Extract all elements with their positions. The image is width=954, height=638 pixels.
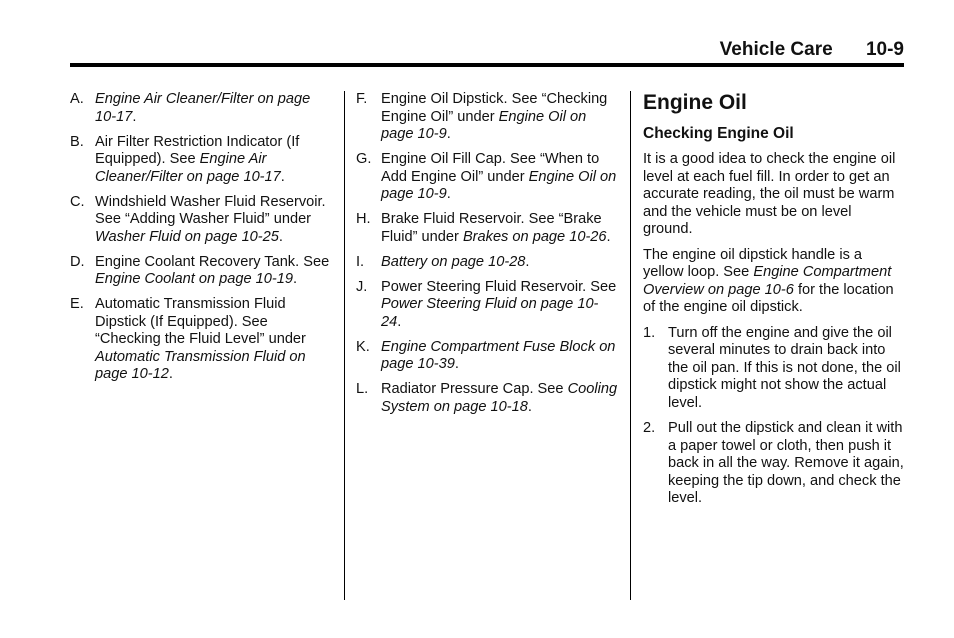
list-item-text: Radiator Pressure Cap. See: [381, 381, 568, 397]
list-item-body: [95, 134, 332, 187]
list-item-reference: Engine Coolant on page 10-19: [95, 271, 293, 287]
list-item-text: .: [168, 366, 173, 382]
list-item-reference: Washer Fluid on page 10-25: [95, 228, 279, 245]
list-item-body: [381, 339, 618, 374]
list-item: [70, 134, 332, 187]
list-item-text: .: [606, 228, 611, 245]
list-item: [356, 91, 618, 144]
list-item-letter: A.: [70, 91, 84, 107]
list-item-reference: Engine Oil on page 10-9: [381, 108, 587, 142]
list-item-letter: H.: [356, 211, 371, 227]
list-item-letter: G.: [356, 151, 372, 167]
middle-column: [356, 91, 618, 424]
section-title: Engine Oil: [643, 91, 747, 114]
list-item-text: Engine Coolant Recovery Tank. See: [95, 253, 330, 270]
list-item: [70, 254, 332, 289]
step-number: 2.: [643, 420, 656, 436]
list-item-text: Windshield Washer Fluid Reservoir. See “Adding Washer Fluid” under: [95, 193, 326, 227]
list-item: [70, 296, 332, 384]
left-column: [70, 91, 332, 391]
list-item-text: Power Steering Fluid Reservoir. See: [381, 278, 617, 295]
list-item-reference: Engine Air Cleaner/Filter on page 10-17: [95, 151, 281, 185]
list-item-text: Engine Oil Fill Cap. See “When to Add Engine Oil” under: [381, 151, 600, 185]
list-item-body: [381, 211, 618, 246]
step-number: 1.: [643, 324, 656, 341]
list-item-body: [381, 91, 618, 144]
paragraph-text: The engine oil dipstick handle is a yellow loop. See: [643, 246, 863, 280]
header-rule: [70, 63, 904, 67]
paragraphs: [643, 151, 905, 317]
list-item-text: .: [527, 398, 532, 415]
list-item-text: .: [525, 253, 530, 270]
list-item-letter: B.: [70, 133, 84, 150]
paragraph: [643, 247, 905, 317]
list-item-body: [381, 279, 618, 332]
list-item-reference: Automatic Transmission Fluid on page 10-12: [95, 348, 306, 382]
list-item-text: Air Filter Restriction Indicator (If Equipped). See: [95, 133, 300, 167]
list-item: [356, 254, 618, 272]
numbered-step: [643, 325, 905, 413]
list-item-letter: K.: [356, 338, 370, 355]
right-column: [643, 91, 905, 516]
numbered-step: [643, 420, 905, 508]
column-divider-left: [344, 91, 345, 600]
list-item-text: .: [278, 228, 283, 245]
list-item-text: Brake Fluid Reservoir. See “Brake Fluid” under: [381, 211, 602, 245]
list-item: [356, 211, 618, 246]
column-divider-right: [630, 91, 631, 600]
section-header-title: Vehicle Care: [719, 39, 833, 60]
list-item-letter: C.: [70, 193, 85, 210]
list-item: [356, 339, 618, 374]
list-item-reference: Battery on page 10-28: [381, 253, 526, 270]
subsection-title: Checking Engine Oil: [643, 125, 794, 142]
list-item-letter: D.: [70, 253, 85, 270]
paragraph-text: It is a good idea to check the engine oil level at each fuel fill. In order to get an accurate reading, the oil must be warm and the vehicle must be on level ground.: [643, 151, 896, 237]
list-item-body: [381, 151, 618, 204]
step-text: Pull out the dipstick and clean it with a paper towel or cloth, then push it back in all the way. Remove it again, keeping the tip down, and check the level.: [668, 420, 904, 506]
list-item: [70, 91, 332, 126]
paragraph-reference: Engine Compartment Overview on page 10-6: [643, 264, 892, 298]
list-item-reference: Engine Oil on page 10-9: [381, 168, 617, 202]
list-item-reference: Cooling System on page 10-18: [381, 381, 618, 415]
list-item-text: Automatic Transmission Fluid Dipstick (If Equipped). See “Checking the Fluid Level” under: [95, 296, 306, 347]
list-item-text: .: [293, 271, 298, 287]
paragraph-text: for the location of the engine oil dipstick.: [643, 281, 894, 315]
paragraph: [643, 151, 905, 239]
list-item-body: [95, 296, 332, 384]
list-item-text: .: [446, 126, 451, 142]
list-item-reference: Power Steering Fluid on page 10-24: [381, 296, 599, 330]
list-item-letter: J.: [356, 278, 368, 295]
numbered-steps: [643, 325, 905, 508]
list-item: [356, 381, 618, 416]
step-text: Turn off the engine and give the oil several minutes to drain back into the oil pan. If this is not done, the oil dipstick might not show the actual level.: [668, 324, 901, 411]
list-item-body: [95, 254, 332, 289]
list-item-reference: Engine Compartment Fuse Block on page 10-39: [381, 338, 616, 372]
page-header: [70, 38, 904, 62]
list-item-text: Engine Oil Dipstick. See “Checking Engine Oil” under: [381, 91, 608, 125]
list-item-reference: Brakes on page 10-26: [462, 228, 607, 245]
list-item-letter: E.: [70, 296, 84, 312]
list-item: [70, 194, 332, 247]
list-item-reference: Engine Air Cleaner/Filter on page 10-17: [95, 91, 311, 125]
list-item-text: .: [446, 186, 451, 202]
list-item-text: .: [454, 356, 459, 372]
page-number: 10-9: [865, 39, 904, 60]
list-item: [356, 151, 618, 204]
list-item-body: [381, 254, 618, 272]
list-item-text: .: [132, 108, 137, 125]
list-item-body: [381, 381, 618, 416]
list-item-body: [95, 91, 332, 126]
list-item-body: [95, 194, 332, 247]
list-item-text: .: [397, 313, 402, 330]
list-item-letter: L.: [356, 381, 369, 397]
list-item: [356, 279, 618, 332]
list-item-text: .: [280, 168, 285, 185]
list-item-letter: I.: [356, 253, 365, 270]
list-item-letter: F.: [356, 91, 368, 107]
